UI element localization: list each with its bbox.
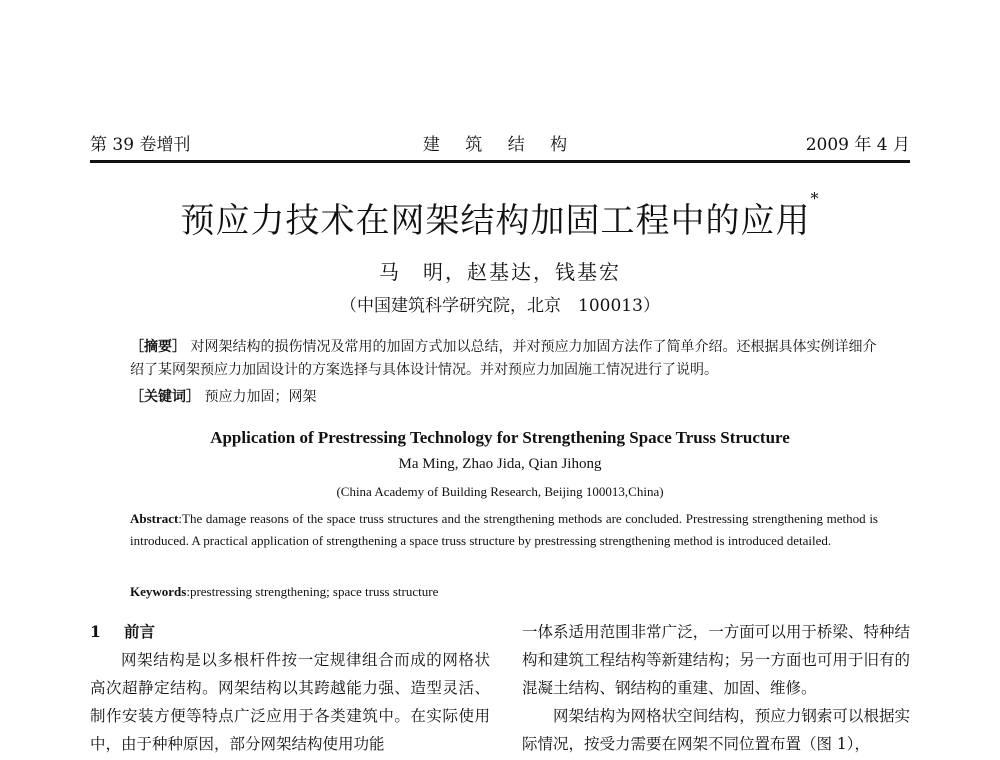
running-header — [90, 120, 910, 163]
english-keywords-label: Keywords — [130, 584, 187, 599]
journal-name: 建 筑 结 构 — [422, 135, 578, 155]
english-keywords — [130, 584, 878, 600]
authors: 马 明，赵基达，钱基宏 — [379, 260, 621, 284]
body-paragraph: 网架结构是以多根杆件按一定规律组合而成的网格状高次超静定结构。网架结构以其跨越能力强、造型灵活、制作安装方便等特点广泛应用于各类建筑中。在实际使用中，由于种种原因，部分网架结构使用功能 — [90, 651, 490, 753]
issue-date: 2009 年 4 月 — [805, 135, 910, 155]
body-column-right — [522, 618, 910, 758]
english-abstract-text: :The damage reasons of the space truss structures and the strengthening methods are concluded. Prestressing strengthening method is introduced. A practical application of strengthening a space truss structure by prestressing strengthening method is introduced detailed. — [130, 511, 878, 548]
chinese-abstract-label: ［摘要］ — [130, 339, 186, 355]
section-title: 前言 — [124, 622, 156, 641]
paper-title — [0, 189, 1000, 242]
english-title: Application of Prestressing Technology for Strengthening Space Truss Structure — [210, 428, 790, 447]
english-keywords-text: :prestressing strengthening; space truss structure — [186, 584, 439, 599]
section-heading — [90, 618, 490, 646]
english-affiliation: (China Academy of Building Research, Beijing 100013,China) — [336, 484, 664, 499]
title-footnote-mark: * — [810, 189, 820, 208]
body-column-left — [90, 618, 490, 758]
section-number: 1 — [90, 622, 101, 641]
journal-volume: 第 39 卷增刊 — [90, 135, 191, 155]
affiliation: （中国建筑科学研究院，北京 100013） — [340, 296, 660, 316]
chinese-keywords-text: 预应力加固；网架 — [204, 389, 317, 405]
english-abstract-label: Abstract — [130, 511, 179, 526]
english-authors: Ma Ming, Zhao Jida, Qian Jihong — [398, 456, 602, 472]
english-abstract — [130, 508, 878, 552]
chinese-abstract-text: 对网架结构的损伤情况及常用的加固方式加以总结，并对预应力加固方法作了简单介绍。还根据具体实例详细介绍了某网架预应力加固设计的方案选择与具体设计情况。并对预应力加固施工情况进行了说明。 — [130, 339, 877, 378]
body-paragraph: 一体系适用范围非常广泛，一方面可以用于桥梁、特种结构和建筑工程结构等新建结构；另一方面也可用于旧有的混凝土结构、钢结构的重建、加固、维修。 — [522, 623, 910, 697]
chinese-keywords — [130, 386, 878, 406]
body-paragraph: 网架结构为网格状空间结构，预应力钢索可以根据实际情况，按受力需要在网架不同位置布置（图 1）， — [522, 707, 910, 753]
chinese-keywords-label: ［关键词］ — [130, 389, 200, 405]
paper-title-text: 预应力技术在网架结构加固工程中的应用 — [180, 201, 811, 241]
chinese-abstract — [130, 336, 878, 382]
